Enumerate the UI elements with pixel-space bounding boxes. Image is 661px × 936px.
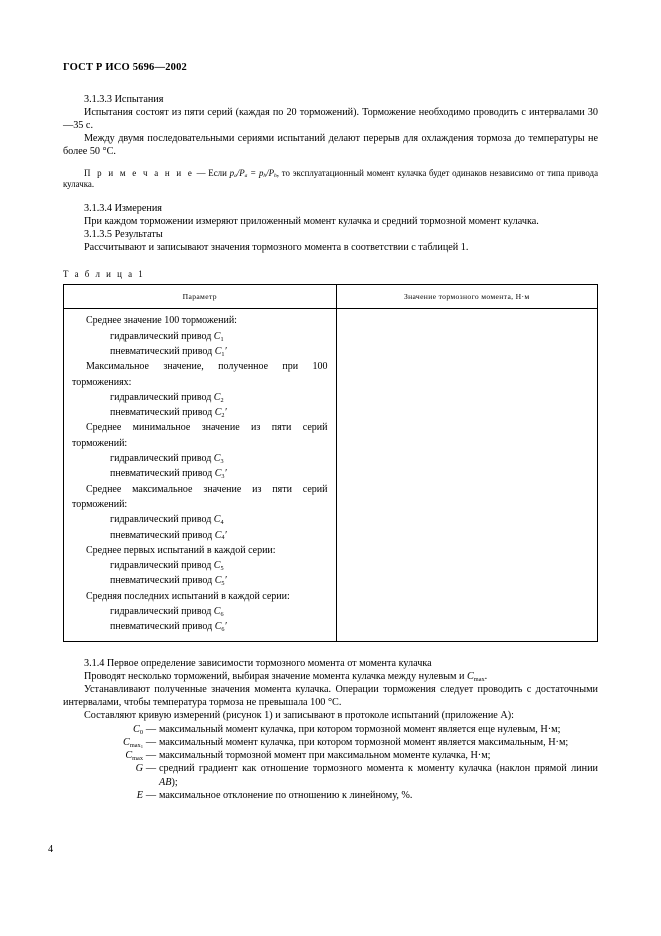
parameter-item-symbol: $C_5$ [213,560,224,573]
parameter-item-label: пневматический привод [110,529,215,541]
definition-row [63,723,598,736]
parameter-item-label: пневматический привод [110,575,215,587]
table-col-header-brake-torque: Значение тормозного момента, Н·м [336,285,598,309]
parameter-item-symbol: $C_5'$ [214,575,227,588]
parameter-item-symbol: $C_4'$ [214,529,227,542]
definition-dash: — [145,723,157,735]
clause-3-1-3-3-paragraph-1: Испытания состоят из пяти серий (каждая по 20 торможений). Торможение необходимо проводить с интервалами 30—35 с. [63,106,598,131]
clause-3-1-4-paragraph-2: Устанавливают полученные значения момента кулачка. Операции торможения следует проводить с достаточными интервалами, чтобы температура тормоза не превышала 100 °С. [63,683,598,709]
table-cell-values [336,309,598,641]
parameter-item-symbol: $C_2$ [213,391,224,404]
table-head [64,285,598,309]
parameter-item-symbol: $C_1'$ [214,345,227,358]
parameter-item-symbol: $C_3$ [213,453,224,465]
parameter-item [72,390,328,405]
note-text-tail: , то эксплуатационный момент кулачка будет одинаков независимо от типа привода кулачка. [63,167,599,190]
definition-row [63,789,598,802]
parameter-item [72,558,328,573]
page-content [63,62,598,802]
definition-dash: — [145,750,157,762]
parameter-item [72,466,328,481]
parameter-item [72,619,328,634]
table-caption: Т а б л и ц а 1 [63,269,145,280]
definition-row [63,736,598,749]
parameter-group-heading: Среднее максимальное значение из пяти серий торможений: [72,483,328,510]
clause-3-1-4-p1-tail: . [484,670,488,682]
page-number: 4 [48,844,54,855]
parameter-list [64,309,336,640]
table-1 [63,284,598,641]
parameter-group-heading: Среднее значение 100 торможений: [86,315,237,327]
clause-3-1-4-paragraph-3: Составляют кривую измерений (рисунок 1) и записывают в протоколе испытаний (приложение А): [84,710,514,722]
brake-torque-values [337,309,598,319]
parameter-item-symbol: $C_6$ [213,605,224,618]
definition-text: максимальное отклонение по отношению к линейному, %. [159,789,413,801]
running-head: ГОСТ Р ИСО 5696—2002 [63,62,188,73]
parameter-group-heading: Максимальное значение, полученное при 100 торможениях: [72,361,328,388]
parameter-item-symbol: $C_6'$ [214,621,227,634]
clause-3-1-3-4-title: 3.1.3.4 Измерения [84,202,162,214]
parameter-item [72,405,328,420]
table-col-header-parameter: Параметр [64,285,337,309]
parameter-item-label: гидравлический привод [110,605,214,617]
parameter-item-label: гидравлический привод [110,560,214,572]
clause-3-1-3-4-paragraph-1: При каждом торможении измеряют приложенный момент кулачка и средний тормозной момент кулачка. [84,215,539,227]
definition-symbol: G [135,763,143,775]
definition-text: максимальный момент кулачка, при котором тормозной момент является еще нулевым, Н·м; [159,723,561,735]
parameter-item-symbol: $C_3'$ [214,468,227,481]
parameter-group-heading: Среднее первых испытаний в каждой серии: [86,544,276,556]
definition-row [63,749,598,762]
clause-3-1-3-3-title: 3.1.3.3 Испытания [84,93,164,105]
line-ab-symbol: AB [159,776,172,788]
note-dash: — [196,167,206,178]
definition-text: максимальный тормозной момент при максимальном моменте кулачка, Н·м; [159,750,491,762]
parameter-item [72,451,328,466]
clause-3-1-3-3-paragraph-2: Между двумя последовательными сериями испытаний делают перерыв для охлаждения тормоза до температуры не более 50 °С. [63,133,598,158]
parameter-item-label: пневматический привод [110,345,215,357]
parameter-item-label: пневматический привод [110,468,215,480]
definition-dash: — [145,789,157,801]
table-body [64,309,598,641]
parameter-item-symbol: $C_1$ [213,330,224,343]
definition-text: средний градиент как отношение тормозного момента к моменту кулачка (наклон прямой линии AB); [159,763,598,788]
parameter-item [72,604,328,619]
parameter-item-label: гидравлический привод [110,391,214,403]
parameter-group-heading: Средняя последних испытаний в каждой серии: [86,590,290,602]
clause-3-1-4-title: 3.1.4 Первое определение зависимости тормозного момента от момента кулачка [84,657,432,669]
definition-dash: — [145,736,157,748]
definition-symbol: E [136,789,143,801]
parameter-item-label: гидравлический привод [110,453,214,465]
note-label: П р и м е ч а н и е [84,167,194,178]
definition-symbol: $C_{max_1}$ [123,736,143,750]
definition-text: максимальный момент кулачка, при котором тормозной момент является максимальным, Н·м; [159,736,569,748]
parameter-item-symbol: $C_4$ [213,514,224,527]
table-row [64,309,598,641]
note-block [63,168,598,191]
symbol-c-max: $C_{max}$ [466,670,485,683]
parameter-group-heading: Среднее минимальное значение из пяти серий торможений: [72,422,328,449]
clause-3-1-4-paragraph-1 [63,670,598,683]
clause-3-1-3-5-title: 3.1.3.5 Результаты [84,229,163,241]
parameter-item [72,329,328,344]
clause-3-1-4-p1-lead: Проводят несколько торможений, выбирая значение момента кулачка между нулевым и [84,670,467,682]
clause-3-1-3-5-paragraph-1: Рассчитывают и записывают значения тормозного момента в соответствии с таблицей 1. [84,242,469,254]
parameter-item [72,528,328,543]
parameter-item-label: пневматический привод [110,407,215,419]
parameter-item-label: гидравлический привод [110,514,214,526]
definition-row [63,762,598,789]
table-cell-parameters [64,309,337,641]
definition-dash: — [145,763,157,775]
parameter-item-label: гидравлический привод [110,330,214,342]
parameter-item [72,512,328,527]
parameter-item-symbol: $C_2'$ [214,407,227,420]
parameter-item [72,573,328,588]
note-formula: $p_a/P_a = p_h/P_h$ [229,167,277,180]
definition-list [63,723,598,803]
parameter-item-label: пневматический привод [110,621,215,633]
definition-symbol: $C_{max}$ [125,750,143,763]
table-header-row [64,285,598,309]
parameter-item [72,344,328,359]
definition-symbol: $C_0$ [133,723,143,736]
note-text-lead: Если [208,167,227,178]
